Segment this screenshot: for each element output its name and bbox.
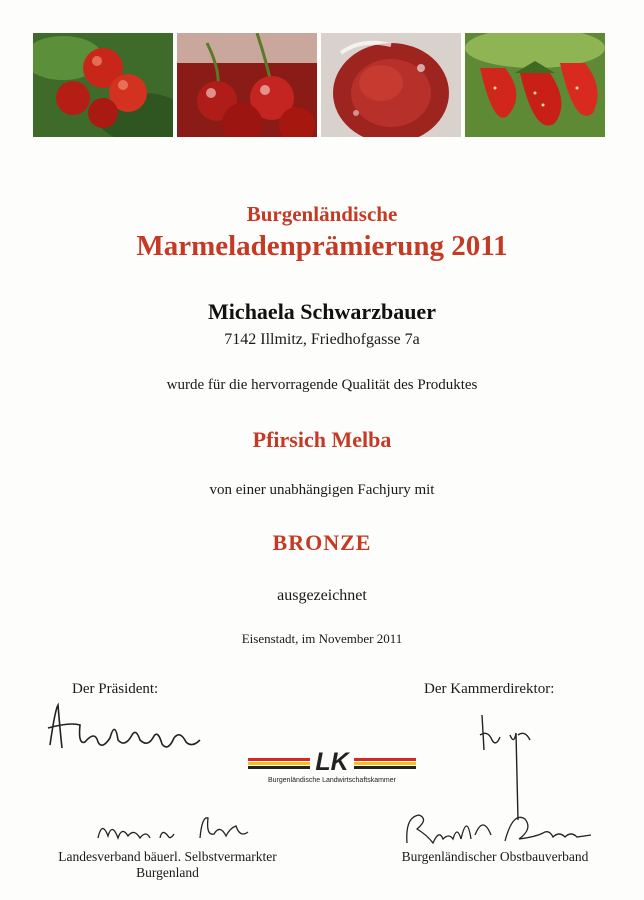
strawberry-photo-icon [465,33,605,137]
rosehip-photo-icon [33,33,173,137]
awarded-text: ausgezeichnet [277,587,367,604]
president-role: Der Präsident: [72,681,159,697]
left-org-caption [40,849,295,881]
header-photo-strip [33,33,605,137]
recipient-name: Michaela Schwarzbauer [208,299,436,324]
lk-logo [248,745,416,787]
jam-photo-icon [321,33,461,137]
left-org-line-2: Burgenland [136,865,199,880]
recipient-address: 7142 Illmitz, Friedhofgasse 7a [224,331,420,348]
right-org-caption: Burgenländischer Obstbauverband [401,849,589,864]
title-line-1: Burgenländische [246,202,398,226]
left-org-signature-icon [90,808,270,848]
director-role: Der Kammerdirektor: [424,681,555,697]
left-org-line-1: Landesverband bäuerl. Selbstvermarkter [58,849,277,864]
cherry-photo-icon [177,33,317,137]
svg-text:Burgenländische Landwirtschaft: Burgenländische Landwirtschaftskammer [267,777,397,784]
product-name: Pfirsich Melba [252,427,392,452]
award-level: BRONZE [272,530,372,555]
right-org-signature-icon [395,805,595,850]
president-signature-icon [40,700,210,760]
title-line-2: Marmeladenprämierung 2011 [136,230,508,262]
quality-text: wurde für die hervorragende Qualität des Produktes [166,377,478,393]
place-date: Eisenstadt, im November 2011 [241,631,403,646]
jury-text: von einer unabhängigen Fachjury mit [209,482,435,498]
svg-text:LK: LK [315,748,349,776]
